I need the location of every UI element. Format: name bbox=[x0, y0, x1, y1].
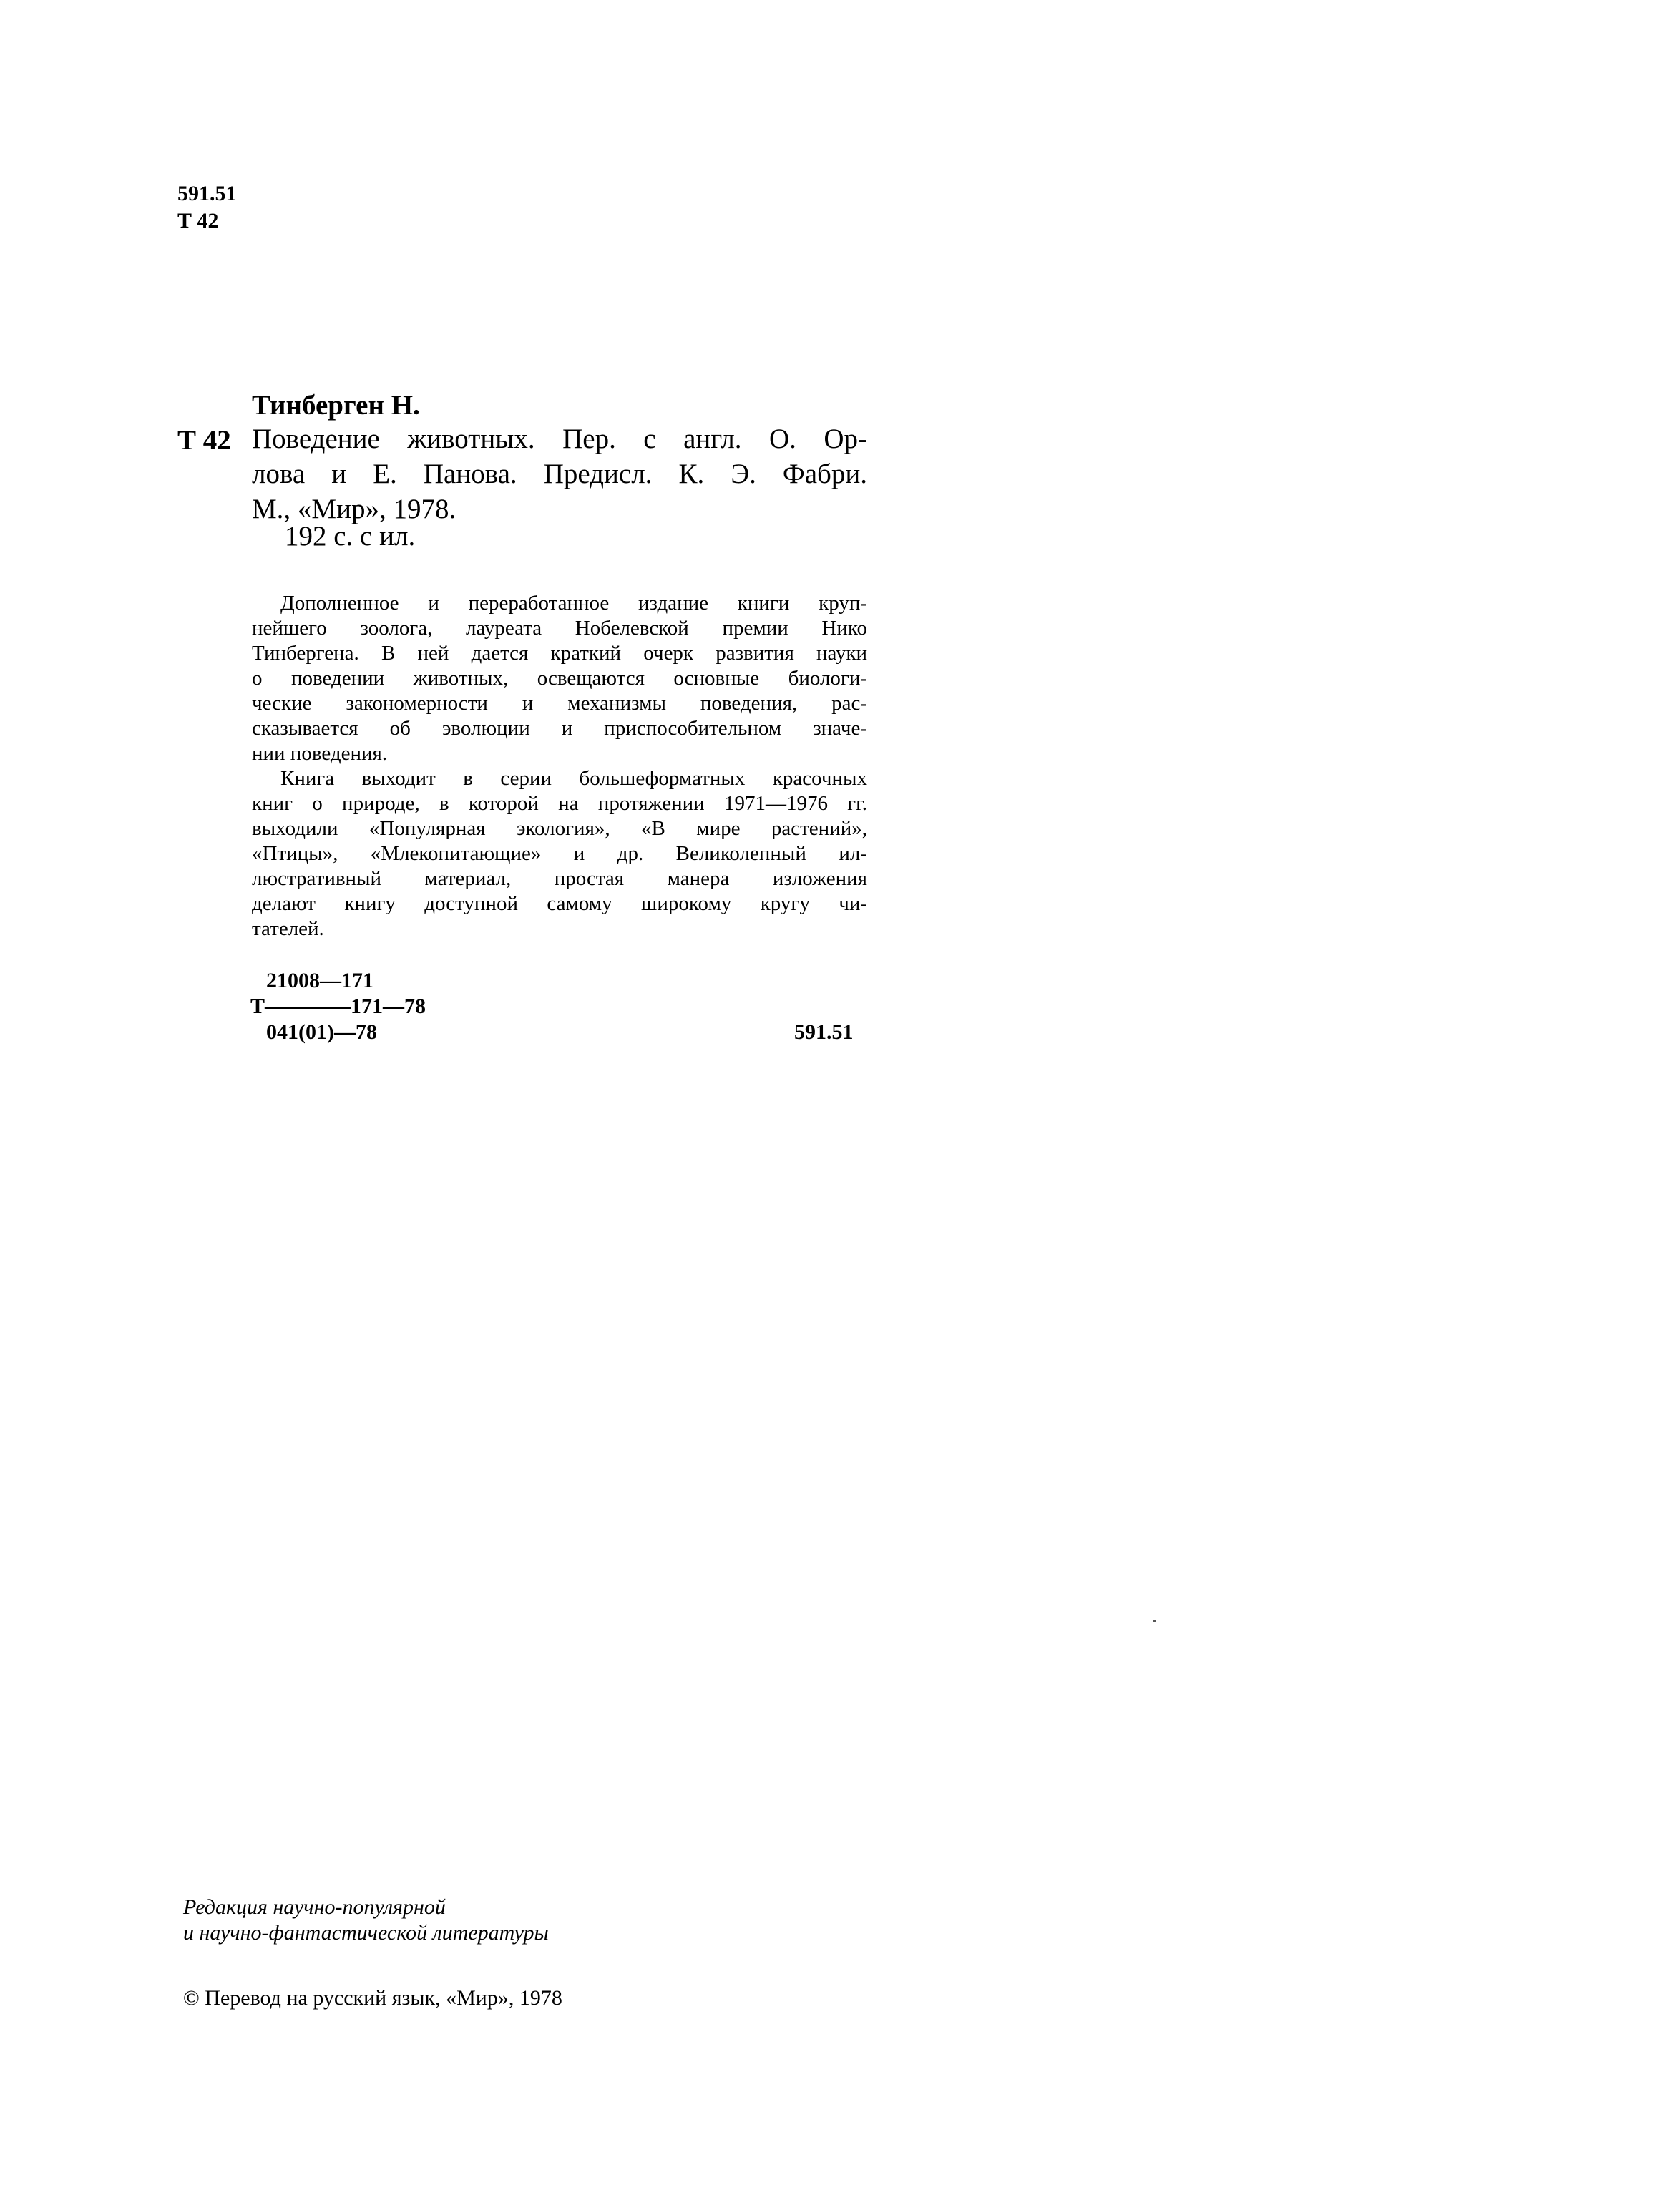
classification-code bbox=[177, 180, 237, 235]
code-numerator: 21008—171 bbox=[266, 969, 373, 992]
annotation-line: нии поведения. bbox=[252, 742, 388, 765]
entry-line: Поведение животных. Пер. с англ. О. Ор- bbox=[252, 424, 867, 454]
card-author: Тинберген Н. bbox=[252, 390, 420, 421]
udc-index: 591.51 bbox=[177, 182, 237, 205]
print-speck bbox=[1153, 1620, 1156, 1622]
editorial-line: и научно-фантастической литературы bbox=[183, 1921, 549, 1945]
code-denominator: 041(01)—78 bbox=[266, 1020, 377, 1044]
annotation bbox=[252, 591, 867, 942]
annotation-line: сказывается об эволюции и приспособительном значе- bbox=[252, 717, 867, 740]
annotation-line: о поведении животных, освещаются основные биологи- bbox=[252, 667, 867, 690]
bibliographic-entry bbox=[252, 421, 867, 527]
annotation-line: Тинбергена. В ней дается краткий очерк развития науки bbox=[252, 642, 867, 665]
entry-pages: 192 с. с ил. bbox=[285, 521, 416, 552]
annotation-line: делают книгу доступной самому широкому кругу чи- bbox=[252, 892, 867, 915]
annotation-line: Книга выходит в серии большеформатных красочных bbox=[280, 767, 867, 790]
code-udc-right: 591.51 bbox=[794, 1020, 854, 1044]
annotation-line: «Птицы», «Млекопитающие» и др. Великолепный ил- bbox=[252, 842, 867, 865]
annotation-line: Дополненное и переработанное издание книги круп- bbox=[280, 592, 867, 615]
annotation-line: выходили «Популярная экология», «В мире растений», bbox=[252, 817, 867, 840]
code-middle: Т————171—78 bbox=[250, 994, 426, 1018]
annotation-line: нейшего зоолога, лауреата Нобелевской премии Нико bbox=[252, 617, 867, 640]
editorial-note bbox=[183, 1894, 549, 1946]
entry-line: лова и Е. Панова. Предисл. К. Э. Фабри. bbox=[252, 459, 867, 489]
annotation-line: ческие закономерности и механизмы поведения, рас- bbox=[252, 692, 867, 715]
annotation-line: люстративный материал, простая манера изложения bbox=[252, 867, 867, 890]
entry-line: М., «Мир», 1978. bbox=[252, 494, 456, 524]
card-author-mark: Т 42 bbox=[177, 425, 231, 456]
annotation-line: тателей. bbox=[252, 917, 324, 940]
annotation-line: книг о природе, в которой на протяжении 1971—1976 гг. bbox=[252, 792, 867, 815]
editorial-line: Редакция научно-популярной bbox=[183, 1895, 446, 1919]
copyright-line: © Перевод на русский язык, «Мир», 1978 bbox=[183, 1986, 562, 2010]
author-mark-top: Т 42 bbox=[177, 209, 219, 233]
